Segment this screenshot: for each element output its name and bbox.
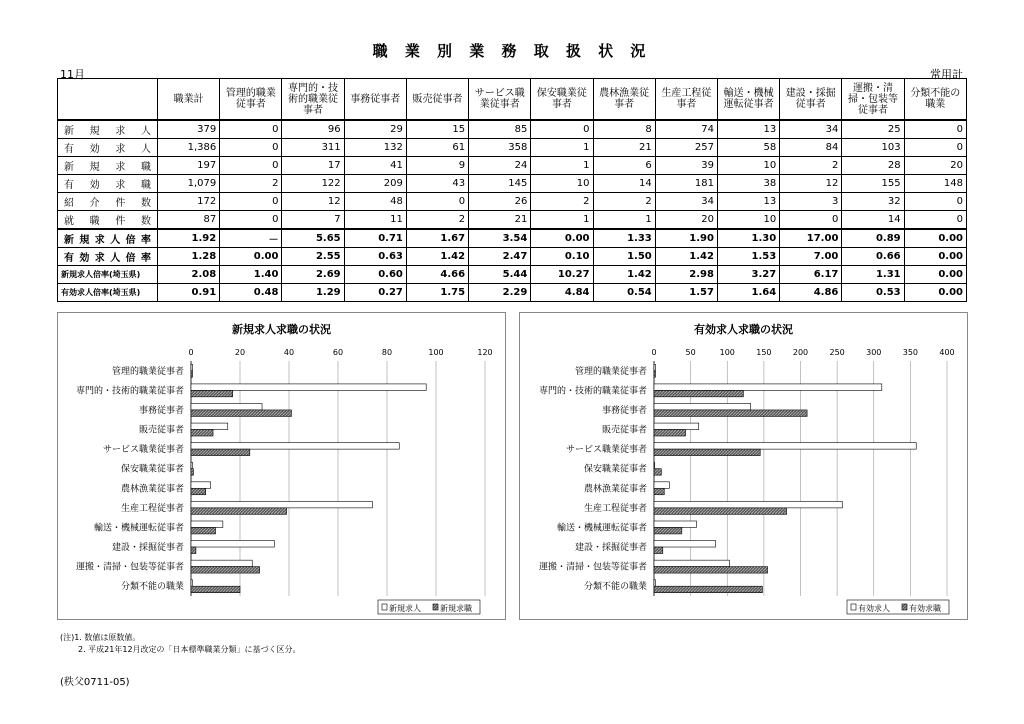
table-cell: 58 — [717, 139, 779, 157]
table-cell: 29 — [344, 120, 406, 139]
document-code: (秩父0711-05) — [60, 677, 130, 688]
table-cell: 1,079 — [158, 175, 220, 193]
bar-series-2 — [191, 430, 213, 436]
table-cell: 17.00 — [780, 229, 842, 248]
table-cell: 0.63 — [344, 248, 406, 266]
legend-swatch — [433, 604, 438, 610]
chart-legend — [378, 600, 480, 614]
table-cell: 4.66 — [406, 266, 468, 284]
new-jobs-chart — [57, 312, 506, 620]
bar-series-1 — [191, 423, 228, 429]
column-header: 事務従事者 — [344, 79, 406, 121]
category-label: 分類不能の職業 — [120, 582, 184, 593]
legend-label: 有効求職 — [909, 604, 941, 613]
bar-series-1 — [191, 403, 262, 409]
table-cell: 257 — [655, 139, 717, 157]
table-cell: 6 — [593, 157, 655, 175]
legend-swatch — [382, 604, 387, 610]
bar-series-1 — [191, 541, 274, 547]
tick-label: 40 — [283, 348, 295, 357]
table-row — [58, 211, 967, 230]
table-cell: 0.00 — [220, 248, 282, 266]
table-cell: 4.84 — [531, 284, 593, 302]
bar-series-1 — [654, 521, 696, 527]
bar-series-2 — [191, 567, 260, 573]
table-cell: 2 — [780, 157, 842, 175]
category-label: 専門的・技術的職業従事者 — [75, 386, 184, 397]
table-cell: 13 — [717, 193, 779, 211]
table-cell: 1.33 — [593, 229, 655, 248]
table-cell: 48 — [344, 193, 406, 211]
table-cell: 1.92 — [158, 229, 220, 248]
row-label: 新規求人倍率(埼玉県) — [58, 266, 158, 284]
table-cell: 1 — [531, 157, 593, 175]
table-row — [58, 266, 967, 284]
table-cell: 0 — [406, 193, 468, 211]
table-cell: 148 — [904, 175, 966, 193]
bar-series-2 — [654, 430, 685, 436]
chart-legend — [847, 600, 949, 614]
table-cell: 1.57 — [655, 284, 717, 302]
table-cell: 28 — [842, 157, 904, 175]
table-cell: 10 — [531, 175, 593, 193]
bar-series-2 — [654, 547, 663, 553]
table-cell: 1.67 — [406, 229, 468, 248]
bar-series-2 — [191, 547, 196, 553]
table-cell: 379 — [158, 120, 220, 139]
tick-label: 50 — [685, 348, 696, 357]
category-label: 分類不能の職業 — [583, 582, 647, 593]
table-cell: 85 — [469, 120, 531, 139]
category-label: 販売従事者 — [138, 425, 184, 436]
bar-series-1 — [654, 482, 669, 488]
table-cell: 0.10 — [531, 248, 593, 266]
bar-series-1 — [654, 384, 882, 390]
table-cell: 34 — [780, 120, 842, 139]
tick-label: 200 — [792, 348, 809, 357]
table-cell: 3.54 — [469, 229, 531, 248]
bar-series-2 — [654, 371, 655, 377]
legend-swatch — [902, 604, 907, 610]
column-header: 販売従事者 — [406, 79, 468, 121]
table-cell: 1 — [531, 211, 593, 230]
table-cell: 9 — [406, 157, 468, 175]
category-label: サービス職業従事者 — [565, 445, 647, 456]
tick-label: 100 — [719, 348, 735, 357]
legend-label: 新規求職 — [440, 604, 472, 613]
bar-series-2 — [191, 371, 193, 377]
table-cell: 0 — [904, 211, 966, 230]
table-cell: 11 — [344, 211, 406, 230]
table-cell: 1.42 — [655, 248, 717, 266]
category-label: 生産工程従事者 — [583, 503, 647, 514]
bar-series-2 — [191, 449, 250, 455]
category-label: 建設・採掘従事者 — [111, 543, 184, 554]
category-label: 輸送・機械運転従事者 — [556, 523, 647, 534]
tick-label: 0 — [188, 348, 194, 357]
table-cell: 0.00 — [904, 266, 966, 284]
table-cell: 1.50 — [593, 248, 655, 266]
category-label: 農林漁業従事者 — [120, 484, 184, 495]
legend-label: 有効求人 — [858, 604, 890, 613]
table-cell: 0.53 — [842, 284, 904, 302]
table-cell: 0.27 — [344, 284, 406, 302]
table-cell: 0 — [220, 211, 282, 230]
category-label: 生産工程従事者 — [120, 503, 184, 514]
table-cell: 43 — [406, 175, 468, 193]
row-label: 紹介件数 — [58, 193, 158, 211]
table-cell: 10 — [717, 157, 779, 175]
table-cell: 34 — [655, 193, 717, 211]
table-cell: 0 — [904, 193, 966, 211]
column-header: 分類不能の職業 — [904, 79, 966, 121]
bar-series-2 — [654, 469, 661, 475]
table-cell: 7 — [282, 211, 344, 230]
table-cell: 2 — [220, 175, 282, 193]
table-cell: 14 — [593, 175, 655, 193]
table-cell: 1 — [531, 139, 593, 157]
table-cell: 103 — [842, 139, 904, 157]
bar-series-1 — [654, 443, 916, 449]
table-cell: 21 — [593, 139, 655, 157]
bar-series-2 — [654, 449, 760, 455]
table-cell: 84 — [780, 139, 842, 157]
tick-label: 120 — [477, 348, 493, 357]
table-cell: 1.42 — [593, 266, 655, 284]
bar-series-2 — [654, 410, 807, 416]
table-cell: 2.98 — [655, 266, 717, 284]
table-cell: 5.65 — [282, 229, 344, 248]
column-header: 運搬・清掃・包装等従事者 — [842, 79, 904, 121]
table-cell: 1.28 — [158, 248, 220, 266]
table-cell: 1.40 — [220, 266, 282, 284]
table-cell: 32 — [842, 193, 904, 211]
row-label: 新規求人 — [58, 120, 158, 139]
bar-series-2 — [654, 586, 762, 592]
table-cell: 39 — [655, 157, 717, 175]
table-cell: 12 — [282, 193, 344, 211]
table-cell: 87 — [158, 211, 220, 230]
active-jobs-chart-svg — [520, 313, 967, 619]
bar-series-1 — [191, 560, 252, 566]
table-cell: 41 — [344, 157, 406, 175]
new-jobs-chart-svg — [58, 313, 505, 619]
tick-label: 250 — [829, 348, 845, 357]
category-label: 運搬・清掃・包装等従事者 — [538, 562, 647, 573]
table-row — [58, 284, 967, 302]
bar-series-2 — [191, 508, 287, 514]
table-cell: 0.66 — [842, 248, 904, 266]
month-label: 11月 — [60, 68, 85, 81]
row-label: 有効求人倍率(埼玉県) — [58, 284, 158, 302]
column-header: 専門的・技術的職業従事者 — [282, 79, 344, 121]
table-cell: 1.29 — [282, 284, 344, 302]
table-cell: 0 — [904, 120, 966, 139]
table-cell: 209 — [344, 175, 406, 193]
table-row — [58, 229, 967, 248]
table-cell: 132 — [344, 139, 406, 157]
table-cell: 0 — [531, 120, 593, 139]
bar-series-1 — [191, 384, 426, 390]
row-label: 有効求人 — [58, 139, 158, 157]
footnote-2: 2. 平成21年12月改定の「日本標準職業分類」に基づく区分。 — [78, 645, 301, 654]
tick-label: 20 — [234, 348, 246, 357]
active-jobs-chart — [519, 312, 968, 620]
category-label: サービス職業従事者 — [102, 445, 184, 456]
category-label: 管理的職業従事者 — [111, 366, 184, 377]
chart-title: 新規求人求職の状況 — [232, 323, 331, 336]
table-cell: 1.75 — [406, 284, 468, 302]
table-cell: 10 — [717, 211, 779, 230]
table-cell: 1 — [593, 211, 655, 230]
tick-label: 300 — [866, 348, 882, 357]
bar-series-2 — [191, 469, 193, 475]
bar-series-1 — [654, 501, 842, 507]
table-cell: 0.54 — [593, 284, 655, 302]
table-cell: 3.27 — [717, 266, 779, 284]
table-cell: 1.42 — [406, 248, 468, 266]
chart-title: 有効求人求職の状況 — [694, 323, 793, 336]
category-label: 事務従事者 — [601, 405, 647, 416]
table-row — [58, 193, 967, 211]
column-header: 職業計 — [158, 79, 220, 121]
table-cell: 7.00 — [780, 248, 842, 266]
bar-series-2 — [654, 508, 787, 514]
category-label: 運搬・清掃・包装等従事者 — [75, 562, 184, 573]
bar-series-1 — [191, 364, 193, 370]
table-cell: 0.89 — [842, 229, 904, 248]
table-cell: 2.08 — [158, 266, 220, 284]
table-row — [58, 120, 967, 139]
table-cell: 2 — [406, 211, 468, 230]
table-cell: 0.00 — [904, 229, 966, 248]
category-label: 保安職業従事者 — [583, 464, 647, 475]
table-cell: 6.17 — [780, 266, 842, 284]
table-corner — [58, 79, 158, 121]
table-row — [58, 248, 967, 266]
table-cell: 181 — [655, 175, 717, 193]
bar-series-2 — [654, 527, 682, 533]
table-cell: 5.44 — [469, 266, 531, 284]
table-cell: 96 — [282, 120, 344, 139]
bar-series-1 — [654, 462, 655, 468]
table-cell: 0 — [220, 120, 282, 139]
column-header: 保安職業従事者 — [531, 79, 593, 121]
table-cell: 0.00 — [904, 284, 966, 302]
category-label: 管理的職業従事者 — [574, 366, 647, 377]
table-cell: 38 — [717, 175, 779, 193]
table-cell: － — [220, 229, 282, 248]
table-cell: 8 — [593, 120, 655, 139]
table-cell: 0.48 — [220, 284, 282, 302]
table-cell: 26 — [469, 193, 531, 211]
table-cell: 4.86 — [780, 284, 842, 302]
table-cell: 197 — [158, 157, 220, 175]
legend-label: 新規求人 — [389, 604, 421, 613]
employment-type-label: 常用計 — [930, 68, 963, 81]
table-cell: 1.90 — [655, 229, 717, 248]
category-label: 販売従事者 — [601, 425, 647, 436]
bar-series-2 — [654, 390, 743, 396]
bar-series-1 — [191, 443, 399, 449]
category-label: 保安職業従事者 — [120, 464, 184, 475]
table-cell: 1.64 — [717, 284, 779, 302]
tick-label: 80 — [381, 348, 393, 357]
bar-series-1 — [654, 560, 729, 566]
table-cell: 311 — [282, 139, 344, 157]
table-cell: 1.31 — [842, 266, 904, 284]
category-label: 建設・採掘従事者 — [574, 543, 647, 554]
table-cell: 10.27 — [531, 266, 593, 284]
table-cell: 74 — [655, 120, 717, 139]
table-cell: 0.00 — [531, 229, 593, 248]
column-header: 建設・採掘従事者 — [780, 79, 842, 121]
table-cell: 14 — [842, 211, 904, 230]
table-cell: 17 — [282, 157, 344, 175]
tick-label: 0 — [651, 348, 657, 357]
table-cell: 13 — [717, 120, 779, 139]
bar-series-1 — [654, 580, 656, 586]
table-cell: 24 — [469, 157, 531, 175]
tick-label: 350 — [902, 348, 919, 357]
category-label: 事務従事者 — [138, 405, 184, 416]
table-cell: 358 — [469, 139, 531, 157]
bar-series-1 — [654, 364, 656, 370]
category-label: 専門的・技術的職業従事者 — [538, 386, 647, 397]
category-label: 農林漁業従事者 — [583, 484, 647, 495]
table-cell: 1.53 — [717, 248, 779, 266]
table-cell: 2.55 — [282, 248, 344, 266]
column-header: サービス職業従事者 — [469, 79, 531, 121]
bar-series-2 — [654, 567, 768, 573]
row-label: 新規求職 — [58, 157, 158, 175]
table-cell: 61 — [406, 139, 468, 157]
column-header: 生産工程従事者 — [655, 79, 717, 121]
table-cell: 0.71 — [344, 229, 406, 248]
table-cell: 2 — [531, 193, 593, 211]
bar-series-1 — [654, 541, 716, 547]
footnote-1: (注)1. 数値は原数値。 — [60, 633, 141, 642]
table-row — [58, 175, 967, 193]
table-cell: 155 — [842, 175, 904, 193]
column-header: 農林漁業従事者 — [593, 79, 655, 121]
table-row — [58, 157, 967, 175]
table-cell: 1.30 — [717, 229, 779, 248]
bar-series-2 — [191, 488, 206, 494]
bar-series-1 — [191, 462, 193, 468]
table-cell: 0.60 — [344, 266, 406, 284]
row-label: 新規求人倍率 — [58, 229, 158, 248]
bar-series-1 — [654, 403, 751, 409]
table-cell: 3 — [780, 193, 842, 211]
bar-series-2 — [654, 488, 664, 494]
bar-series-1 — [191, 501, 372, 507]
table-cell: 12 — [780, 175, 842, 193]
table-cell: 0.00 — [904, 248, 966, 266]
table-cell: 0 — [220, 139, 282, 157]
category-label: 輸送・機械運転従事者 — [93, 523, 184, 534]
table-cell: 15 — [406, 120, 468, 139]
table-cell: 172 — [158, 193, 220, 211]
table-cell: 20 — [655, 211, 717, 230]
table-cell: 0 — [220, 157, 282, 175]
table-header-row — [58, 79, 967, 121]
bar-series-2 — [191, 390, 233, 396]
table-cell: 25 — [842, 120, 904, 139]
table-cell: 0 — [904, 139, 966, 157]
footnotes — [60, 632, 301, 656]
table-cell: 0 — [220, 193, 282, 211]
tick-label: 150 — [756, 348, 772, 357]
page-title: 職 業 別 業 務 取 扱 状 況 — [372, 42, 652, 60]
table-cell: 2.69 — [282, 266, 344, 284]
legend-swatch — [851, 604, 856, 610]
table-row — [58, 139, 967, 157]
table-cell: 0.91 — [158, 284, 220, 302]
column-header: 管理的職業従事者 — [220, 79, 282, 121]
tick-label: 400 — [939, 348, 955, 357]
table-cell: 122 — [282, 175, 344, 193]
table-cell: 145 — [469, 175, 531, 193]
table-cell: 0 — [780, 211, 842, 230]
bar-series-2 — [191, 410, 291, 416]
column-header: 輸送・機械運転従事者 — [717, 79, 779, 121]
bar-series-2 — [191, 586, 240, 592]
table-cell: 2.47 — [469, 248, 531, 266]
bar-series-1 — [191, 482, 211, 488]
row-label: 有効求人倍率 — [58, 248, 158, 266]
bar-series-1 — [191, 580, 193, 586]
table-cell: 21 — [469, 211, 531, 230]
table-cell: 2.29 — [469, 284, 531, 302]
row-label: 就職件数 — [58, 211, 158, 230]
tick-label: 100 — [428, 348, 444, 357]
bar-series-1 — [191, 521, 223, 527]
table-cell: 2 — [593, 193, 655, 211]
row-label: 有効求職 — [58, 175, 158, 193]
table-cell: 20 — [904, 157, 966, 175]
table-cell: 1,386 — [158, 139, 220, 157]
bar-series-2 — [191, 527, 216, 533]
tick-label: 60 — [332, 348, 344, 357]
occupation-table — [57, 78, 967, 302]
bar-series-1 — [654, 423, 699, 429]
